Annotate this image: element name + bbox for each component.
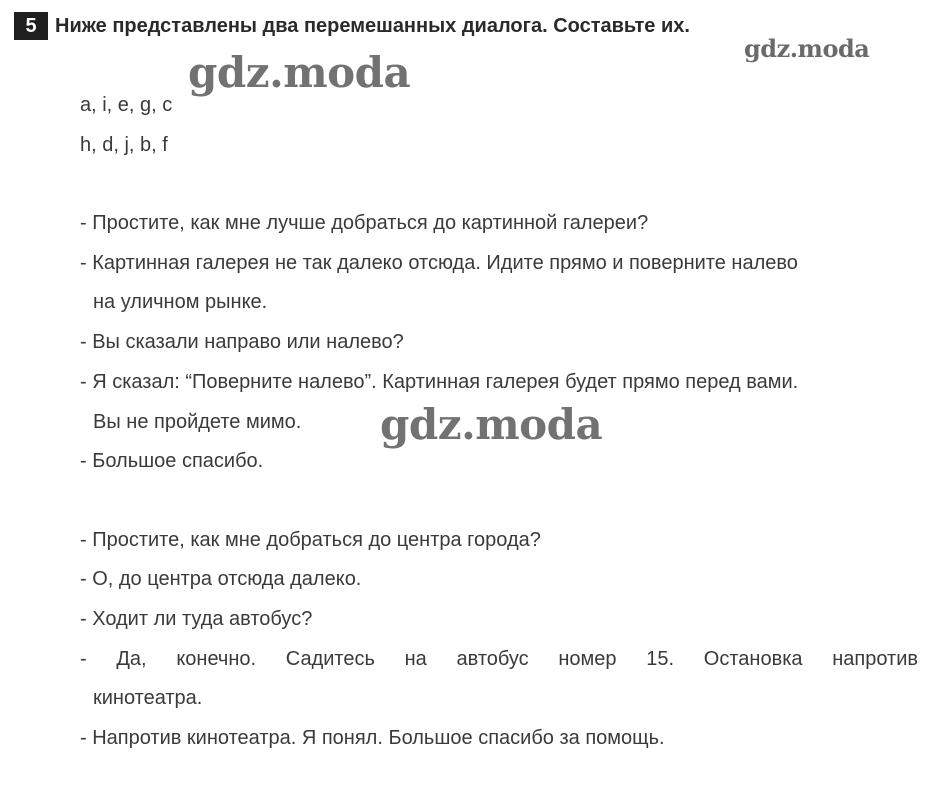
- dialogue-1-line: - Большое спасибо.: [80, 450, 264, 472]
- dialogue-2-line: - Напротив кинотеатра. Я понял. Большое спасибо за помощь.: [80, 727, 665, 749]
- dialogue-2-line: - Ходит ли туда автобус?: [80, 608, 313, 630]
- dialogue-1-line: Вы не пройдете мимо.: [93, 411, 302, 433]
- dialogue-2-line: - Простите, как мне добраться до центра города?: [80, 529, 541, 551]
- dialogue-1-line: на уличном рынке.: [93, 291, 268, 313]
- dialogue-1-line: - Простите, как мне лучше добраться до картинной галереи?: [80, 212, 649, 234]
- dialogue-1-line: - Я сказал: “Поверните налево”. Картинная галерея будет прямо перед вами.: [80, 371, 799, 393]
- task-title: Ниже представлены два перемешанных диалога. Составьте их.: [55, 15, 690, 37]
- dialogue-1-line: - Вы сказали направо или налево?: [80, 331, 404, 353]
- answer-sequence-1: a, i, e, g, c: [80, 94, 173, 116]
- watermark-logo: gdz.moda: [380, 400, 603, 449]
- dialogue-2-line: кинотеатра.: [93, 687, 203, 709]
- dialogue-2-line: - О, до центра отсюда далеко.: [80, 568, 362, 590]
- watermark-logo: gdz.moda: [188, 48, 411, 97]
- dialogue-1-line: - Картинная галерея не так далеко отсюда. Идите прямо и поверните налево: [80, 252, 798, 274]
- answer-sequence-2: h, d, j, b, f: [80, 134, 168, 156]
- task-header: [14, 12, 690, 40]
- task-number-badge: 5: [14, 12, 48, 40]
- watermark-logo: gdz.moda: [744, 34, 870, 63]
- dialogue-2-line: - Да, конечно. Садитесь на автобус номер 15. Остановка напротив: [80, 648, 918, 670]
